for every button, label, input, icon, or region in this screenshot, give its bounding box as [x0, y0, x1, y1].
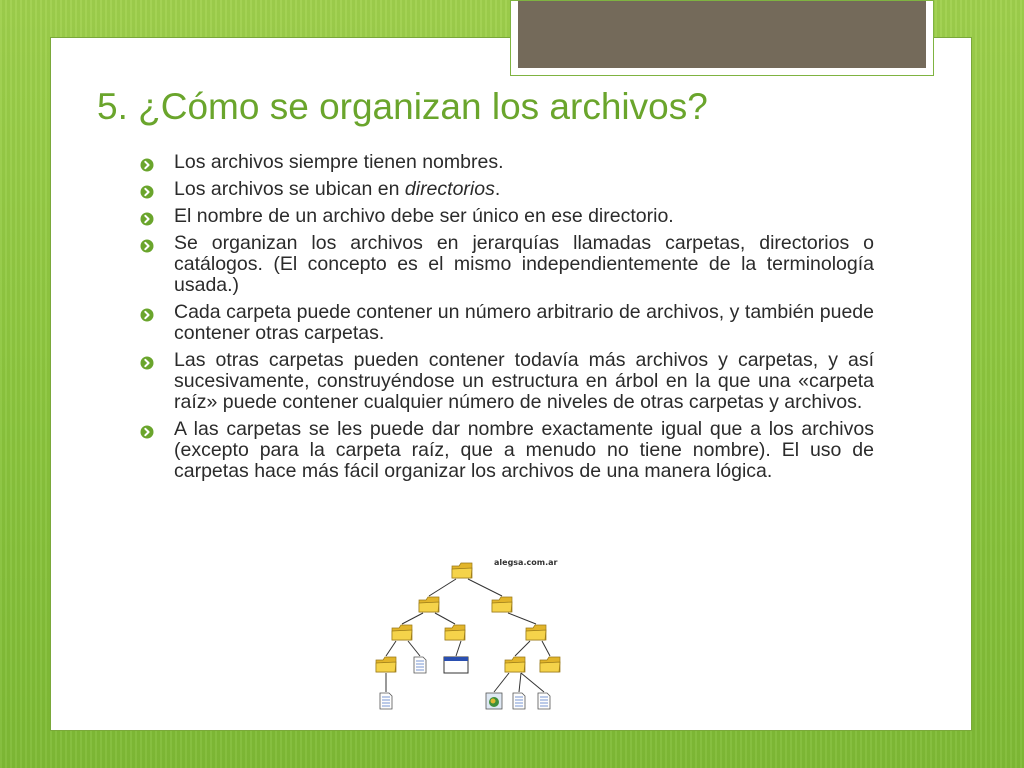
bullet-text: Cada carpeta puede contener un número arbitrario de archivos, y también puede contener otras carpetas. [174, 301, 874, 344]
bullet-item [140, 350, 874, 413]
tree-connector [494, 673, 509, 692]
folder-tree-diagram [372, 553, 562, 717]
bullet-text-italic: directorios [404, 178, 495, 200]
decorative-top-box [510, 0, 934, 76]
bullet-item [140, 419, 874, 482]
circle-chevron-right-icon [140, 423, 154, 437]
bullet-text: Las otras carpetas pueden contener todavía más archivos y carpetas, y así sucesivamente, construyéndose un estructura en árbol en la que una «carpeta raíz» puede contener cualquier número de niveles de otras carpetas y archivos. [174, 349, 874, 413]
tree-connector [402, 613, 423, 624]
circle-chevron-right-icon [140, 306, 154, 320]
bullet-text: . [494, 178, 501, 200]
image-file-icon [486, 693, 502, 709]
tree-connector [508, 613, 536, 624]
tree-connector [456, 641, 461, 656]
tree-connector [435, 613, 455, 624]
tree-connector [519, 673, 521, 692]
tree-connector [386, 641, 396, 656]
slide-title: 5. ¿Cómo se organizan los archivos? [97, 86, 708, 127]
document-icon [380, 693, 392, 709]
bullet-item [140, 152, 874, 173]
bullet-text: A las carpetas se les puede dar nombre exactamente igual que a los archivos (excepto para la carpeta raíz, que a menudo no tiene nombre). El uso de carpetas hace más fácil organizar los archivos de una manera lógica. [174, 418, 874, 482]
folder-icon [376, 657, 396, 672]
folder-tree-svg [372, 553, 562, 717]
tree-connector [521, 673, 544, 692]
bullet-text: El nombre de un archivo debe ser único en ese directorio. [174, 205, 674, 227]
folder-icon [540, 657, 560, 672]
bullet-text: Los archivos se ubican en [174, 178, 405, 200]
folder-icon [492, 597, 512, 612]
tree-connector [408, 641, 420, 656]
tree-connector [542, 641, 550, 656]
folder-icon [452, 563, 472, 578]
circle-chevron-right-icon [140, 354, 154, 368]
bullet-item [140, 179, 874, 200]
bullet-text: Se organizan los archivos en jerarquías llamadas carpetas, directorios o catálogos. (El concepto es el mismo independientemente de la terminología usada.) [174, 232, 874, 296]
tree-connector [515, 641, 530, 656]
folder-icon [445, 625, 465, 640]
circle-chevron-right-icon [140, 237, 154, 251]
tree-connector [468, 579, 502, 596]
document-icon [538, 693, 550, 709]
bullet-item [140, 206, 874, 227]
decorative-top-box-fill [518, 1, 926, 68]
folder-icon [392, 625, 412, 640]
circle-chevron-right-icon [140, 156, 154, 170]
folder-icon [505, 657, 525, 672]
folder-icon [419, 597, 439, 612]
bullet-list [140, 152, 874, 488]
bullet-item [140, 302, 874, 344]
tree-connector [429, 579, 456, 596]
window-icon [444, 657, 468, 673]
circle-chevron-right-icon [140, 210, 154, 224]
figure-caption: alegsa.com.ar [494, 558, 558, 567]
document-icon [513, 693, 525, 709]
folder-icon [526, 625, 546, 640]
document-icon [414, 657, 426, 673]
bullet-item [140, 233, 874, 296]
circle-chevron-right-icon [140, 183, 154, 197]
bullet-text: Los archivos siempre tienen nombres. [174, 151, 504, 173]
